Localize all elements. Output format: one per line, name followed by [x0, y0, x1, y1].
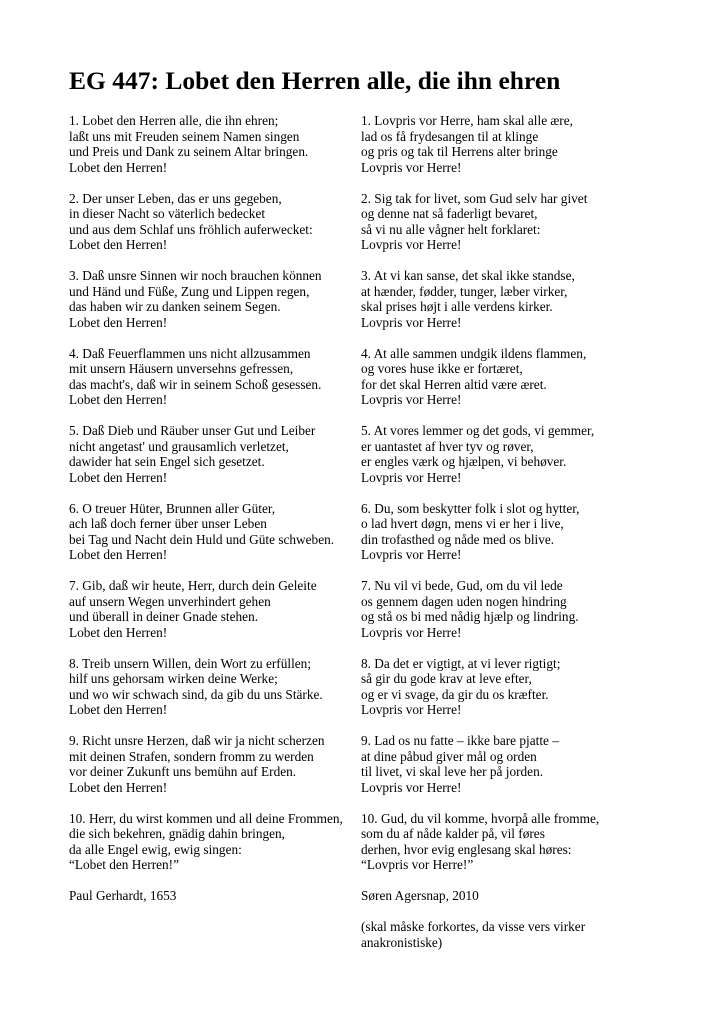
- danish-stanza-line: og er vi svage, da gir du os kræfter.: [361, 686, 549, 702]
- german-stanza-line: 5. Daß Dieb und Räuber unser Gut und Leiber: [69, 423, 316, 438]
- german-stanza-line: mit unsern Häusern unversehns gefressen,: [69, 361, 294, 376]
- danish-stanza-line: og stå os bi med nådig hjælp og lindring.: [361, 609, 579, 624]
- danish-stanza-line: “Lovpris vor Herre!”: [361, 857, 474, 872]
- german-stanza-line: ach laß doch ferner über unser Leben: [69, 516, 267, 531]
- german-stanza-line: 10. Herr, du wirst kommen und all deine Frommen,: [69, 810, 343, 826]
- danish-stanza-line: din trofasthed og nåde med os blive.: [361, 531, 555, 547]
- danish-stanza-line: Lovpris vor Herre!: [361, 624, 462, 640]
- danish-stanza-line: 2. Sig tak for livet, som Gud selv har givet: [361, 190, 588, 206]
- german-stanza-line: da alle Engel ewig, ewig singen:: [69, 841, 242, 857]
- german-stanza-line: das haben wir zu danken seinem Segen.: [69, 299, 281, 314]
- danish-stanza-line: at hænder, fødder, tunger, læber virker,: [361, 283, 568, 299]
- danish-stanza-line: o lad hvert døgn, mens vi er her i live,: [361, 516, 564, 531]
- danish-stanza-4: [361, 346, 661, 408]
- german-text-column: [69, 113, 359, 919]
- danish-stanza-line: Lovpris vor Herre!: [361, 702, 462, 717]
- danish-stanza-line: som du af nåde kalder på, vil føres: [361, 826, 545, 841]
- danish-stanza-9: [361, 733, 661, 795]
- page-title: EG 447: Lobet den Herren alle, die ihn ehren: [69, 66, 561, 95]
- german-stanza-line: 4. Daß Feuerflammen uns nicht allzusammen: [69, 345, 311, 361]
- danish-stanza-line: for det skal Herren altid være æret.: [361, 376, 547, 392]
- german-stanza-line: das macht's, daß wir in seinem Schoß gesessen.: [69, 376, 322, 392]
- danish-stanza-line: og pris og tak til Herrens alter bringe: [361, 144, 558, 159]
- danish-stanza-line: og denne nat så faderligt bevaret,: [361, 206, 538, 221]
- danish-stanza-line: så gir du gode krav at leve efter,: [361, 671, 532, 686]
- danish-note-line: anakronistiske): [361, 934, 443, 950]
- danish-stanza-2: [361, 191, 661, 253]
- german-stanza-line: in dieser Nacht so väterlich bedecket: [69, 206, 266, 221]
- danish-stanza-line: Lovpris vor Herre!: [361, 314, 462, 330]
- danish-stanza-line: os gennem dagen uden nogen hindring: [361, 593, 567, 609]
- german-stanza-line: 7. Gib, daß wir heute, Herr, durch dein Geleite: [69, 578, 317, 593]
- german-stanza-line: 8. Treib unsern Willen, dein Wort zu erfüllen;: [69, 655, 312, 671]
- danish-stanza-line: Lovpris vor Herre!: [361, 779, 462, 795]
- german-stanza-line: 3. Daß unsre Sinnen wir noch brauchen können: [69, 268, 322, 283]
- danish-stanza-line: Lovpris vor Herre!: [361, 547, 462, 562]
- german-stanza-5: [69, 423, 359, 485]
- german-stanza-line: Lobet den Herren!: [69, 314, 168, 330]
- german-stanza-line: Lobet den Herren!: [69, 624, 168, 640]
- danish-stanza-line: 10. Gud, du vil komme, hvorpå alle fromme,: [361, 810, 600, 826]
- german-stanza-line: Lobet den Herren!: [69, 779, 168, 795]
- german-stanza-line: “Lobet den Herren!”: [69, 857, 180, 872]
- german-stanza-line: Lobet den Herren!: [69, 702, 168, 717]
- danish-stanza-line: skal prises højt i alle verdens kirker.: [361, 299, 553, 314]
- danish-stanza-line: Lovpris vor Herre!: [361, 469, 462, 485]
- danish-stanza-line: er uantastet af hver tyv og røver,: [361, 438, 534, 454]
- german-stanza-7: [69, 578, 359, 640]
- german-stanza-line: bei Tag und Nacht dein Huld und Güte schweben.: [69, 531, 335, 547]
- danish-stanza-line: 8. Da det er vigtigt, at vi lever rigtigt;: [361, 655, 561, 671]
- german-stanza-9: [69, 733, 359, 795]
- german-stanza-10: [69, 811, 359, 873]
- danish-stanza-line: Lovpris vor Herre!: [361, 392, 462, 407]
- danish-stanza-line: 7. Nu vil vi bede, Gud, om du vil lede: [361, 578, 563, 593]
- german-stanza-line: 9. Richt unsre Herzen, daß wir ja nicht scherzen: [69, 733, 325, 748]
- danish-stanza-line: lad os få frydesangen til at klinge: [361, 128, 539, 144]
- danish-stanza-line: 1. Lovpris vor Herre, ham skal alle ære,: [361, 113, 573, 128]
- danish-stanza-6: [361, 501, 661, 563]
- danish-stanza-line: 4. At alle sammen undgik ildens flammen,: [361, 345, 587, 361]
- german-stanza-line: 6. O treuer Hüter, Brunnen aller Güter,: [69, 500, 276, 516]
- danish-stanza-line: er engles værk og hjælpen, vi behøver.: [361, 454, 567, 469]
- german-stanza-line: und Händ und Füße, Zung und Lippen regen,: [69, 283, 310, 299]
- german-stanza-line: 1. Lobet den Herren alle, die ihn ehren;: [69, 113, 279, 128]
- danish-stanza-line: derhen, hvor evig englesang skal høres:: [361, 841, 572, 857]
- danish-stanza-line: så vi nu alle vågner helt forklaret:: [361, 221, 541, 237]
- german-stanza-line: mit deinen Strafen, sondern fromm zu werden: [69, 748, 314, 764]
- german-stanza-1: [69, 113, 359, 175]
- danish-stanza-line: at dine påbud giver mål og orden: [361, 748, 537, 764]
- danish-stanza-line: 5. At vores lemmer og det gods, vi gemmer,: [361, 423, 595, 438]
- danish-text-column: [361, 113, 661, 950]
- german-stanza-line: Lobet den Herren!: [69, 237, 168, 252]
- german-stanza-line: Lobet den Herren!: [69, 469, 168, 485]
- german-stanza-line: und überall in deiner Gnade stehen.: [69, 609, 259, 624]
- danish-stanza-line: 6. Du, som beskytter folk i slot og hytter,: [361, 500, 580, 516]
- danish-stanza-3: [361, 268, 661, 330]
- german-stanza-line: und Preis und Dank zu seinem Altar bringen.: [69, 144, 309, 159]
- german-stanza-line: nicht angetast' und grausamlich verletzet,: [69, 438, 289, 454]
- danish-stanza-7: [361, 578, 661, 640]
- german-stanza-3: [69, 268, 359, 330]
- german-stanza-line: hilf uns gehorsam wirken deine Werke;: [69, 671, 278, 686]
- german-stanza-4: [69, 346, 359, 408]
- german-stanza-line: vor deiner Zukunft uns bemühn auf Erden.: [69, 764, 297, 779]
- danish-stanza-8: [361, 656, 661, 718]
- german-stanza-line: die sich bekehren, gnädig dahin bringen,: [69, 826, 286, 841]
- german-stanza-line: Lobet den Herren!: [69, 159, 168, 175]
- danish-stanza-5: [361, 423, 661, 485]
- danish-stanza-10: [361, 811, 661, 873]
- danish-stanza-line: og vores huse ikke er fortæret,: [361, 361, 523, 376]
- german-stanza-2: [69, 191, 359, 253]
- danish-stanza-line: 9. Lad os nu fatte – ikke bare pjatte –: [361, 733, 559, 748]
- german-stanza-line: laßt uns mit Freuden seinem Namen singen: [69, 128, 300, 144]
- danish-stanza-1: [361, 113, 661, 175]
- german-stanza-line: Lobet den Herren!: [69, 392, 168, 407]
- german-stanza-line: dawider hat sein Engel sich gesetzet.: [69, 454, 265, 469]
- danish-stanza-line: 3. At vi kan sanse, det skal ikke standse,: [361, 268, 575, 283]
- danish-stanza-line: til livet, vi skal leve her på jorden.: [361, 764, 544, 779]
- german-stanza-line: und wo wir schwach sind, da gib du uns Stärke.: [69, 686, 323, 702]
- danish-stanza-line: Lovpris vor Herre!: [361, 237, 462, 252]
- german-author: Paul Gerhardt, 1653: [69, 888, 177, 903]
- danish-stanza-line: Lovpris vor Herre!: [361, 159, 462, 175]
- german-stanza-8: [69, 656, 359, 718]
- german-stanza-line: auf unsern Wegen unverhindert gehen: [69, 593, 271, 609]
- danish-note: [361, 919, 661, 950]
- german-stanza-line: 2. Der unser Leben, das er uns gegeben,: [69, 190, 282, 206]
- danish-author: Søren Agersnap, 2010: [361, 888, 479, 903]
- german-stanza-6: [69, 501, 359, 563]
- german-stanza-line: und aus dem Schlaf uns fröhlich auferwecket:: [69, 221, 313, 237]
- danish-note-line: (skal måske forkortes, da visse vers virker: [361, 919, 586, 934]
- german-stanza-line: Lobet den Herren!: [69, 547, 168, 562]
